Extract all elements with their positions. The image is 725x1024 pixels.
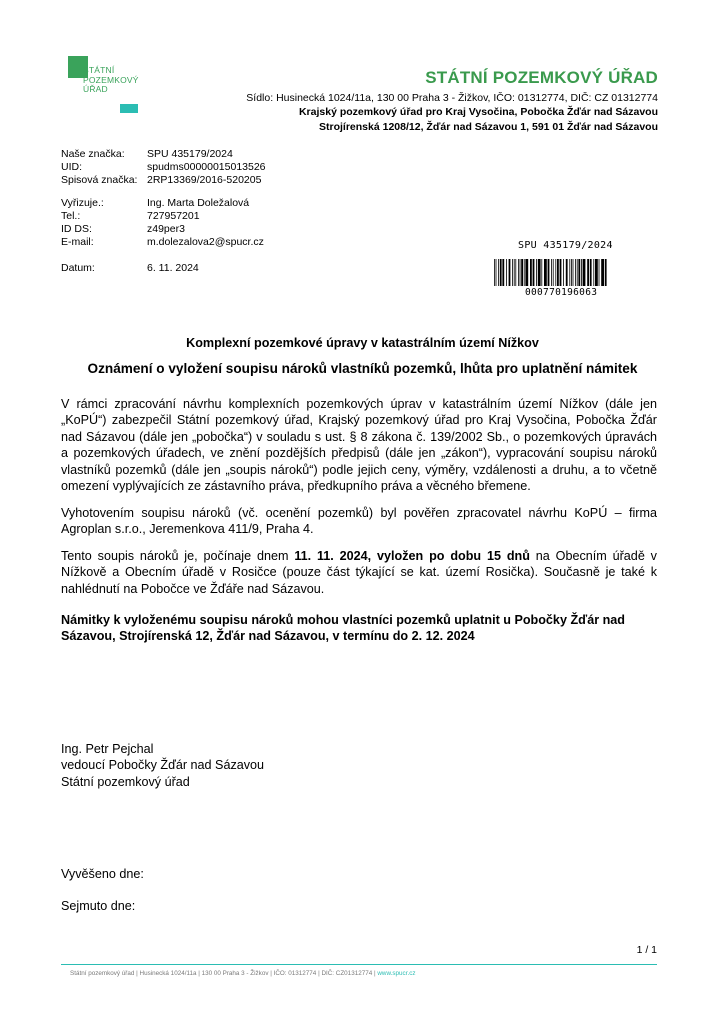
meta-row [61, 197, 264, 210]
signatory-position: vedoucí Pobočky Žďár nad Sázavou [61, 758, 265, 773]
paragraph-text-end: na Obecním úřadě v Nížkově a Obecním úřadě v Rosičce (pouze část týkající se kat. území Rosička). Současně je také k nahlédnutí na Pobočce ve Žďáře nad Sázavou. [61, 549, 657, 596]
address-line: Sídlo: Husinecká 1024/11a, 130 00 Praha 3 - Žižkov, IČO: 01312774, DIČ: CZ 01312774 [246, 92, 658, 104]
branch-address: Strojírenská 1208/12, Žďár nad Sázavou 1, 591 01 Žďár nad Sázavou [319, 121, 658, 133]
body-paragraph-1 [61, 396, 657, 494]
objections-notice: Námitky k vyloženému soupisu nároků mohou vlastníci pozemků uplatnit u Pobočky Žďár nad Sázavou, Strojírenská 12, Žďár nad Sázavou, v termínu do 2. 12. 2024 [61, 613, 625, 644]
document-heading: Oznámení o vyložení soupisu nároků vlastníků pozemků, lhůta pro uplatnění námitek [87, 361, 638, 376]
page-number: 1 / 1 [636, 944, 657, 956]
meta-row [61, 236, 264, 249]
meta-value: 727957201 [147, 210, 200, 222]
reference-block [61, 148, 266, 187]
meta-value: Ing. Marta Doležalová [147, 197, 250, 209]
meta-label: Tel.: [61, 210, 81, 222]
posted-label: Vyvěšeno dne: [61, 867, 144, 881]
meta-value: z49per3 [147, 223, 185, 235]
signatory-name: Ing. Petr Pejchal [61, 742, 154, 756]
barcode-image [494, 259, 608, 286]
meta-label: ID DS: [61, 223, 92, 235]
meta-label: UID: [61, 161, 82, 173]
paragraph-text: Vyhotovením soupisu nároků (vč. ocenění pozemků) byl pověřen zpracovatel návrhu KoPÚ – firma Agroplan s.r.o., Jeremenkova 411/9, Praha 4. [61, 506, 657, 537]
meta-value: spudms00000015013526 [147, 161, 266, 173]
paragraph-text: V rámci zpracování návrhu komplexních pozemkových úprav v katastrálním území Nížkov (dále jen „KoPÚ“) zabezpečil Státní pozemkový úřad, Krajský pozemkový úřad pro Kraj Vysočina, Pobočka Žďár nad Sázavou (dále jen „pobočka“) v souladu s ust. § 8 zákona č. 139/2002 Sb., o pozemkových úpravách a pozemkových úřadech, ve znění pozdějších předpisů (dále jen „zákon“), vypracování soupisu nároků vlastníků pozemků (dále jen „soupis nároků“) podle jejich ceny, výměry, vzdálenosti a druhu, a to včetně omezení vyplývajících ze zástavního práva, předkupního práva a věcného břemene. [61, 397, 657, 494]
logo-line: STÁTNÍ [83, 65, 115, 75]
signature-block [61, 741, 264, 790]
meta-label: E-mail: [61, 236, 94, 248]
meta-row [61, 262, 199, 275]
website-link[interactable]: www.spucr.cz [377, 970, 416, 977]
barcode-reference: SPU 435179/2024 [518, 240, 613, 251]
meta-value: SPU 435179/2024 [147, 148, 233, 160]
logo-line: ÚŘAD [83, 84, 108, 94]
date-value: 6. 11. 2024 [147, 262, 199, 274]
signatory-office: Státní pozemkový úřad [61, 774, 190, 789]
meta-row [61, 174, 266, 187]
body-paragraph-2 [61, 505, 657, 538]
meta-label: Naše značka: [61, 148, 125, 160]
meta-label: Spisová značka: [61, 174, 138, 186]
date-row [61, 262, 199, 275]
body-paragraph-3 [61, 548, 657, 597]
meta-row [61, 161, 266, 174]
exhibition-period: 11. 11. 2024, vyložen po dobu 15 dnů [294, 549, 530, 563]
meta-row [61, 223, 264, 236]
footer-divider [61, 964, 657, 965]
subject-line: Komplexní pozemkové úpravy v katastrálním území Nížkov [186, 336, 539, 350]
contact-block [61, 197, 264, 249]
logo-text [83, 66, 139, 95]
body-paragraph-4 [61, 612, 657, 645]
removed-label: Sejmuto dne: [61, 899, 136, 913]
logo-teal-block [120, 104, 138, 113]
date-label: Datum: [61, 262, 95, 274]
meta-row [61, 210, 264, 223]
meta-label: Vyřizuje.: [61, 197, 104, 209]
meta-value: 2RP13369/2016-520205 [147, 174, 262, 186]
email-link[interactable]: m.dolezalova2@spucr.cz [147, 236, 264, 248]
paragraph-text-start: Tento soupis nároků je, počínaje dnem [61, 549, 295, 563]
branch-line: Krajský pozemkový úřad pro Kraj Vysočina, Pobočka Žďár nad Sázavou [298, 106, 658, 118]
barcode-number: 000770196063 [525, 287, 598, 298]
org-title: STÁTNÍ POZEMKOVÝ ÚŘAD [425, 68, 658, 87]
logo-line: POZEMKOVÝ [83, 74, 139, 85]
meta-row [61, 148, 266, 161]
footer [70, 970, 416, 977]
paragraph-text [61, 548, 657, 597]
footer-text: Státní pozemkový úřad | Husinecká 1024/11a | 130 00 Praha 3 - Žižkov | IČO: 01312774 | DIČ: CZ01312774 | [70, 970, 378, 977]
